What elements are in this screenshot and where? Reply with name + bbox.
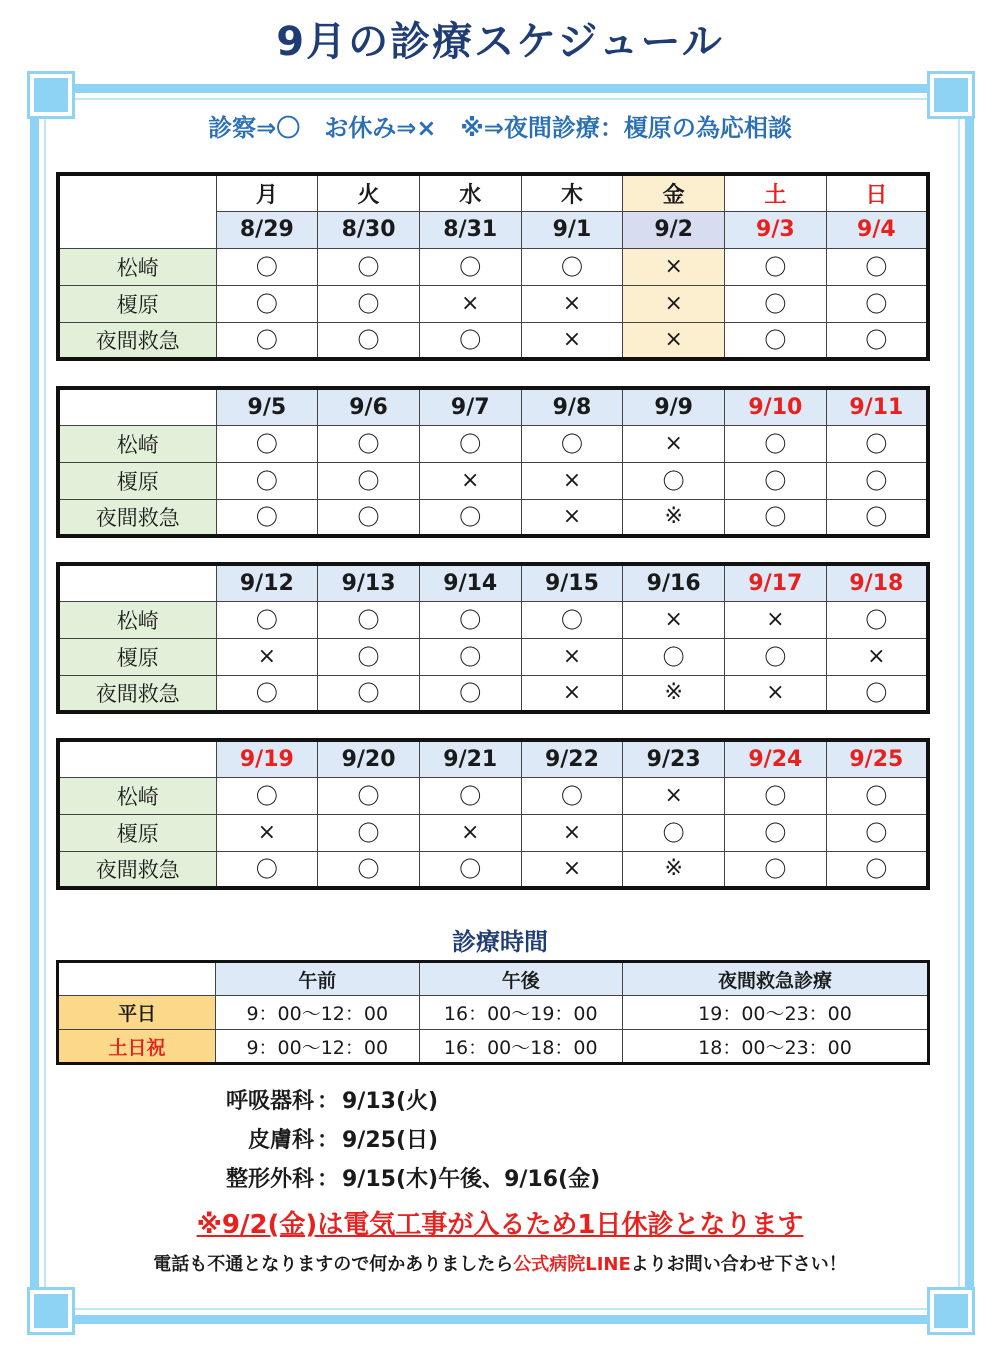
row-label: 夜間救急 <box>58 675 216 712</box>
hours-header-pm: 午後 <box>419 962 623 996</box>
schedule-cell: × <box>623 248 725 285</box>
weekday-header: 木 <box>521 174 623 211</box>
schedule-cell: 〇 <box>826 851 928 888</box>
schedule-cell: 〇 <box>725 322 827 359</box>
schedule-cell: 〇 <box>521 777 623 814</box>
schedule-cell: ※ <box>623 499 725 536</box>
date-header: 9/1 <box>521 211 623 248</box>
date-header: 9/18 <box>826 564 928 601</box>
row-label: 夜間救急 <box>58 851 216 888</box>
schedule-cell: 〇 <box>216 601 318 638</box>
row-label: 松崎 <box>58 601 216 638</box>
schedule-row <box>58 675 928 712</box>
schedule-cell: × <box>419 285 521 322</box>
schedule-cell: 〇 <box>216 248 318 285</box>
date-header: 9/15 <box>521 564 623 601</box>
schedule-cell: 〇 <box>419 499 521 536</box>
schedule-cell: 〇 <box>318 462 420 499</box>
date-header: 9/19 <box>216 740 318 777</box>
date-header: 9/3 <box>725 211 827 248</box>
schedule-cell: 〇 <box>826 425 928 462</box>
specialist-row <box>214 1162 600 1201</box>
schedule-cell: × <box>521 462 623 499</box>
schedule-cell: 〇 <box>318 638 420 675</box>
date-header-row <box>58 388 928 425</box>
specialist-date: 9/25(日) <box>342 1128 439 1153</box>
weekday-header: 金 <box>623 174 725 211</box>
row-label: 夜間救急 <box>58 322 216 359</box>
hours-header-am: 午前 <box>216 962 420 996</box>
frame-corner-ornament <box>30 1290 72 1332</box>
schedule-cell: ※ <box>623 675 725 712</box>
schedule-cell: 〇 <box>216 285 318 322</box>
weekday-header: 土 <box>725 174 827 211</box>
phone-note-text: 電話も不通となりますので何かありましたら <box>153 1254 514 1275</box>
schedule-table-week-1 <box>56 172 930 361</box>
row-label: 夜間救急 <box>58 499 216 536</box>
schedule-cell: 〇 <box>216 322 318 359</box>
date-header: 9/23 <box>623 740 725 777</box>
specialist-colon: ： <box>316 1089 339 1114</box>
schedule-cell: 〇 <box>318 675 420 712</box>
schedule-cell: 〇 <box>419 638 521 675</box>
row-label: 松崎 <box>58 425 216 462</box>
hours-cell: 9：00～12：00 <box>216 1030 420 1064</box>
specialist-date: 9/13(火) <box>342 1089 439 1114</box>
date-header: 9/12 <box>216 564 318 601</box>
schedule-cell: × <box>623 425 725 462</box>
schedule-cell: × <box>521 285 623 322</box>
schedule-cell: 〇 <box>419 425 521 462</box>
schedule-cell: 〇 <box>419 601 521 638</box>
date-header: 9/17 <box>725 564 827 601</box>
schedule-cell: × <box>725 601 827 638</box>
schedule-cell: × <box>521 638 623 675</box>
schedule-table-week-4 <box>56 738 930 890</box>
schedule-row <box>58 777 928 814</box>
schedule-cell: 〇 <box>216 777 318 814</box>
hours-row-weekend <box>58 1030 929 1064</box>
schedule-cell: 〇 <box>826 322 928 359</box>
schedule-cell: 〇 <box>318 322 420 359</box>
schedule-cell: 〇 <box>826 285 928 322</box>
date-header: 9/6 <box>318 388 420 425</box>
schedule-cell: 〇 <box>521 425 623 462</box>
frame-corner-ornament <box>930 1290 972 1332</box>
hours-header-night: 夜間救急診療 <box>623 962 929 996</box>
hours-cell: 16：00～19：00 <box>419 996 623 1030</box>
date-header: 9/8 <box>521 388 623 425</box>
schedule-cell: × <box>521 322 623 359</box>
schedule-cell: 〇 <box>419 675 521 712</box>
schedule-cell: 〇 <box>419 851 521 888</box>
hours-cell: 18：00～23：00 <box>623 1030 929 1064</box>
schedule-table-week-2 <box>56 386 930 538</box>
specialist-date: 9/15(木)午後、9/16(金) <box>342 1167 601 1192</box>
date-header: 8/30 <box>318 211 420 248</box>
date-header: 9/13 <box>318 564 420 601</box>
date-header: 9/24 <box>725 740 827 777</box>
schedule-cell: 〇 <box>725 638 827 675</box>
schedule-row <box>58 285 928 322</box>
schedule-cell: 〇 <box>419 322 521 359</box>
schedule-cell: 〇 <box>725 851 827 888</box>
schedule-cell: × <box>623 601 725 638</box>
specialist-colon: ： <box>316 1128 339 1153</box>
row-label: 榎原 <box>58 814 216 851</box>
schedule-cell: × <box>826 638 928 675</box>
schedule-cell: 〇 <box>521 601 623 638</box>
schedule-row <box>58 601 928 638</box>
table-corner-cell <box>58 740 216 777</box>
schedule-cell: 〇 <box>521 248 623 285</box>
schedule-cell: 〇 <box>216 851 318 888</box>
date-header: 9/4 <box>826 211 928 248</box>
date-header: 9/10 <box>725 388 827 425</box>
schedule-row <box>58 248 928 285</box>
schedule-cell: × <box>216 814 318 851</box>
specialist-dept: 整形外科 <box>225 1167 314 1192</box>
row-label: 榎原 <box>58 285 216 322</box>
date-header: 9/14 <box>419 564 521 601</box>
schedule-cell: 〇 <box>318 851 420 888</box>
date-header: 9/5 <box>216 388 318 425</box>
date-header: 9/11 <box>826 388 928 425</box>
date-header-row <box>58 740 928 777</box>
schedule-cell: × <box>521 499 623 536</box>
hours-row-weekday <box>58 996 929 1030</box>
date-header-row <box>58 564 928 601</box>
weekday-header: 火 <box>318 174 420 211</box>
schedule-cell: 〇 <box>623 638 725 675</box>
schedule-cell: 〇 <box>725 814 827 851</box>
row-label: 松崎 <box>58 248 216 285</box>
weekday-header: 日 <box>826 174 928 211</box>
hours-title: 診療時間 <box>452 928 548 956</box>
specialist-row <box>214 1123 600 1162</box>
specialist-dept: 皮膚科 <box>247 1128 314 1153</box>
schedule-cell: × <box>216 638 318 675</box>
schedule-cell: 〇 <box>216 675 318 712</box>
hours-header-row <box>58 962 929 996</box>
weekday-header: 月 <box>216 174 318 211</box>
hours-cell: 16：00～18：00 <box>419 1030 623 1064</box>
specialist-notes <box>214 1084 600 1201</box>
schedule-row <box>58 851 928 888</box>
schedule-cell: 〇 <box>318 499 420 536</box>
schedule-table-week-3 <box>56 562 930 714</box>
date-header: 9/22 <box>521 740 623 777</box>
schedule-cell: × <box>521 851 623 888</box>
schedule-cell: × <box>623 777 725 814</box>
schedule-cell: 〇 <box>318 601 420 638</box>
phone-note <box>0 1250 1000 1276</box>
date-header: 9/9 <box>623 388 725 425</box>
date-header: 8/29 <box>216 211 318 248</box>
schedule-cell: 〇 <box>725 285 827 322</box>
schedule-cell: 〇 <box>826 499 928 536</box>
table-corner-cell <box>58 174 216 248</box>
row-label: 松崎 <box>58 777 216 814</box>
closure-warning: ※9/2(金)は電気工事が入るため1日休診となります <box>196 1210 804 1240</box>
schedule-cell: 〇 <box>826 601 928 638</box>
schedule-row <box>58 462 928 499</box>
schedule-cell: 〇 <box>725 499 827 536</box>
schedule-cell: ※ <box>623 851 725 888</box>
schedule-cell: 〇 <box>725 462 827 499</box>
table-corner-cell <box>58 388 216 425</box>
weekday-header: 水 <box>419 174 521 211</box>
schedule-cell: 〇 <box>725 248 827 285</box>
schedule-cell: × <box>623 285 725 322</box>
schedule-cell: 〇 <box>826 814 928 851</box>
schedule-cell: 〇 <box>318 285 420 322</box>
schedule-cell: 〇 <box>419 248 521 285</box>
schedule-cell: 〇 <box>419 777 521 814</box>
schedule-row <box>58 322 928 359</box>
hours-table <box>56 960 930 1065</box>
schedule-cell: × <box>725 675 827 712</box>
date-header: 9/21 <box>419 740 521 777</box>
schedule-row <box>58 425 928 462</box>
schedule-cell: 〇 <box>826 462 928 499</box>
schedule-cell: 〇 <box>216 499 318 536</box>
schedule-cell: 〇 <box>623 814 725 851</box>
schedule-cell: × <box>521 814 623 851</box>
hours-cell: 19：00～23：00 <box>623 996 929 1030</box>
schedule-cell: 〇 <box>318 814 420 851</box>
weekday-header-row <box>58 174 928 211</box>
date-header: 9/25 <box>826 740 928 777</box>
specialist-dept: 呼吸器科 <box>225 1089 314 1114</box>
schedule-cell: × <box>419 462 521 499</box>
specialist-colon: ： <box>316 1167 339 1192</box>
schedule-cell: 〇 <box>725 425 827 462</box>
schedule-row <box>58 499 928 536</box>
hours-row-label: 土日祝 <box>58 1030 216 1064</box>
date-header: 9/16 <box>623 564 725 601</box>
row-label: 榎原 <box>58 638 216 675</box>
page-title: 9月の診療スケジュール <box>276 19 724 65</box>
schedule-row <box>58 638 928 675</box>
schedule-cell: × <box>623 322 725 359</box>
date-header: 9/2 <box>623 211 725 248</box>
row-label: 榎原 <box>58 462 216 499</box>
schedule-cell: 〇 <box>826 248 928 285</box>
date-header: 9/7 <box>419 388 521 425</box>
schedule-cell: 〇 <box>623 462 725 499</box>
line-contact-link[interactable]: 公式病院LINE <box>513 1254 631 1275</box>
schedule-cell: 〇 <box>216 462 318 499</box>
date-header: 9/20 <box>318 740 420 777</box>
table-corner-cell <box>58 564 216 601</box>
schedule-cell: 〇 <box>318 248 420 285</box>
schedule-cell: × <box>419 814 521 851</box>
schedule-cell: 〇 <box>826 777 928 814</box>
schedule-cell: 〇 <box>725 777 827 814</box>
specialist-row <box>214 1084 600 1123</box>
hours-corner-cell <box>58 962 216 996</box>
date-header: 8/31 <box>419 211 521 248</box>
schedule-cell: × <box>521 675 623 712</box>
hours-cell: 9：00～12：00 <box>216 996 420 1030</box>
schedule-cell: 〇 <box>216 425 318 462</box>
symbol-legend: 診察⇒〇 お休み⇒× ※⇒夜間診療：榎原の為応相談 <box>208 114 792 142</box>
phone-note-text: よりお問い合わせ下さい！ <box>630 1254 847 1275</box>
schedule-cell: 〇 <box>318 425 420 462</box>
hours-row-label: 平日 <box>58 996 216 1030</box>
schedule-row <box>58 814 928 851</box>
schedule-cell: 〇 <box>826 675 928 712</box>
schedule-cell: 〇 <box>318 777 420 814</box>
